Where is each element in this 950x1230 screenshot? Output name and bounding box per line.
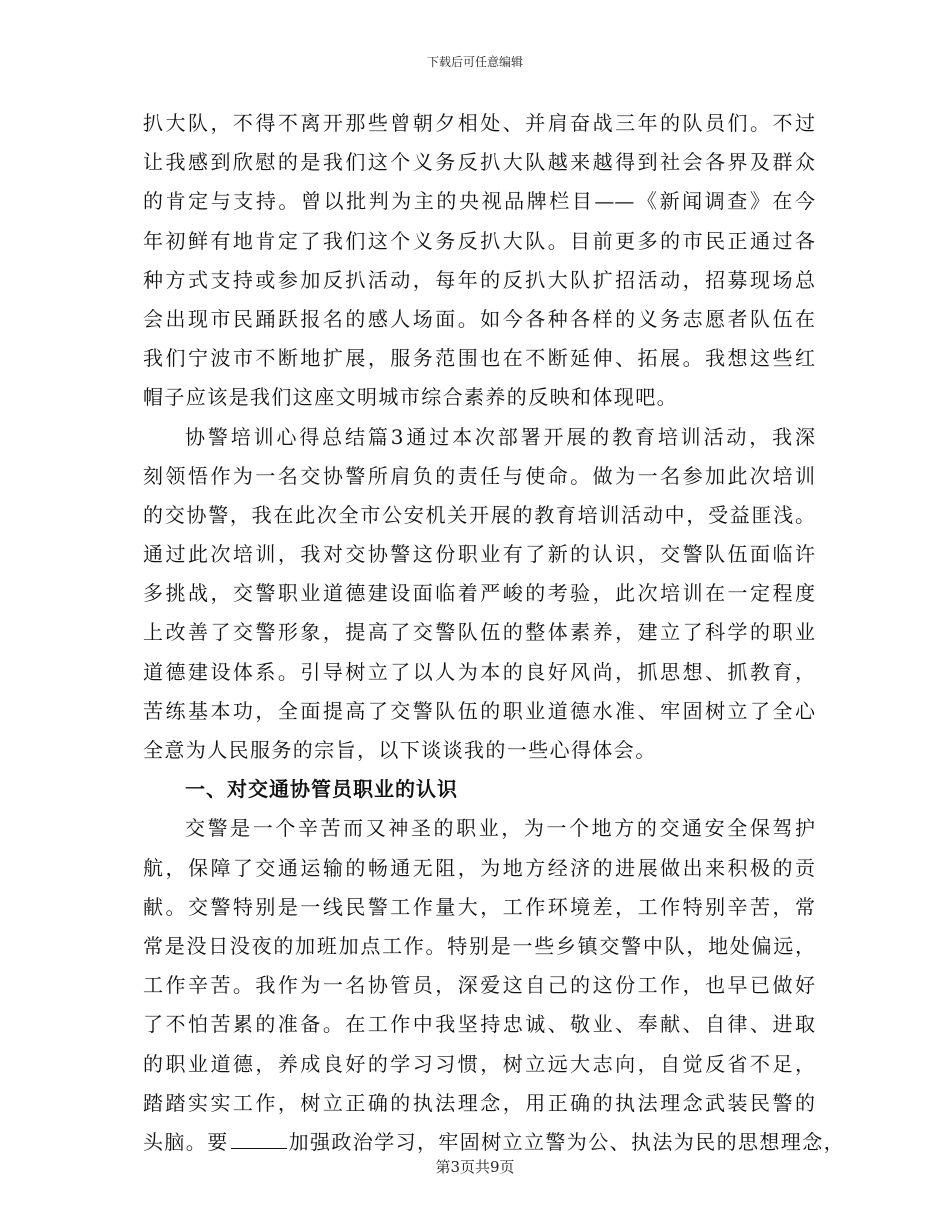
text-line: 种方式支持或参加反扒活动，每年的反扒大队扩招活动，招募现场总 [143,267,815,292]
text-line: 上改善了交警形象，提高了交警队伍的整体素养，建立了科学的职业 [143,620,815,645]
text-line: 通过此次培训，我对交协警这份职业有了新的认识，交警队伍面临许 [143,542,815,567]
text-line: 道德建设体系。引导树立了以人为本的良好风尚，抓思想、抓教育， [143,659,815,684]
fill-in-blank [231,1126,287,1149]
text-line: 工作辛苦。我作为一名协管员，深爱这自己的这份工作，也早已做好 [143,973,815,998]
text-line: 会出现市民踊跃报名的感人场面。如今各种各样的义务志愿者队伍在 [143,306,815,331]
text-line: 踏踏实实工作，树立正确的执法理念，用正确的执法理念武装民警的 [143,1090,815,1115]
text-line: 扒大队，不得不离开那些曾朝夕相处、并肩奋战三年的队员们。不过 [143,111,815,135]
text-line: 的职业道德，养成良好的学习习惯，树立远大志向，自觉反省不足， [143,1051,815,1076]
text-line: 帽子应该是我们这座文明城市综合素养的反映和体现吧。 [143,385,678,410]
page-header: 下载后可任意编辑 [426,55,523,69]
text-line: 年初鲜有地肯定了我们这个义务反扒大队。目前更多的市民正通过各 [143,228,815,253]
page-number: 第3页共9页 [435,1158,515,1176]
text-line: 苦练基本功，全面提高了交警队伍的职业道德水准、牢固树立了全心 [143,698,815,723]
text-line: 多挑战，交警职业道德建设面临着严峻的考验，此次培训在一定程度 [143,581,815,606]
text-line: 我们宁波市不断地扩展，服务范围也在不断延伸、拓展。我想这些红 [143,346,815,371]
text-line: 交警是一个辛苦而又神圣的职业，为一个地方的交通安全保驾护 [185,816,815,841]
text-line: 刻领悟作为一名交协警所肩负的责任与使命。做为一名参加此次培训 [143,463,815,488]
text-line: 协警培训心得总结篇3通过本次部署开展的教育培训活动，我深 [185,424,815,449]
text-line: 航，保障了交通运输的畅通无阻，为地方经济的进展做出来积极的贡 [143,855,815,880]
text-line: 了不怕苦累的准备。在工作中我坚持忠诚、敬业、奉献、自律、进取 [143,1012,815,1037]
text-line: 常是没日没夜的加班加点工作。特别是一些乡镇交警中队，地处偏远， [143,933,815,958]
text-line: 献。交警特别是一线民警工作量大，工作环境差，工作特别辛苦，常 [143,894,815,919]
text-line: 的肯定与支持。曾以批判为主的央视品牌栏目——《新闻调查》在今 [143,189,815,214]
document-body [143,104,846,1162]
section-heading: 一、对交通协管员职业的认识 [185,777,458,802]
text-line: 的交协警，我在此次全市公安机关开展的教育培训活动中，受益匪浅。 [143,502,815,527]
text-line: 全意为人民服务的宗旨，以下谈谈我的一些心得体会。 [143,738,657,762]
text-fragment: 加强政治学习，牢固树立立警为公、执法为民的思想理念， [288,1129,846,1154]
text-line: 让我感到欣慰的是我们这个义务反扒大队越来越得到社会各界及群众 [143,150,815,175]
text-fragment: 头脑。要 [143,1129,229,1154]
